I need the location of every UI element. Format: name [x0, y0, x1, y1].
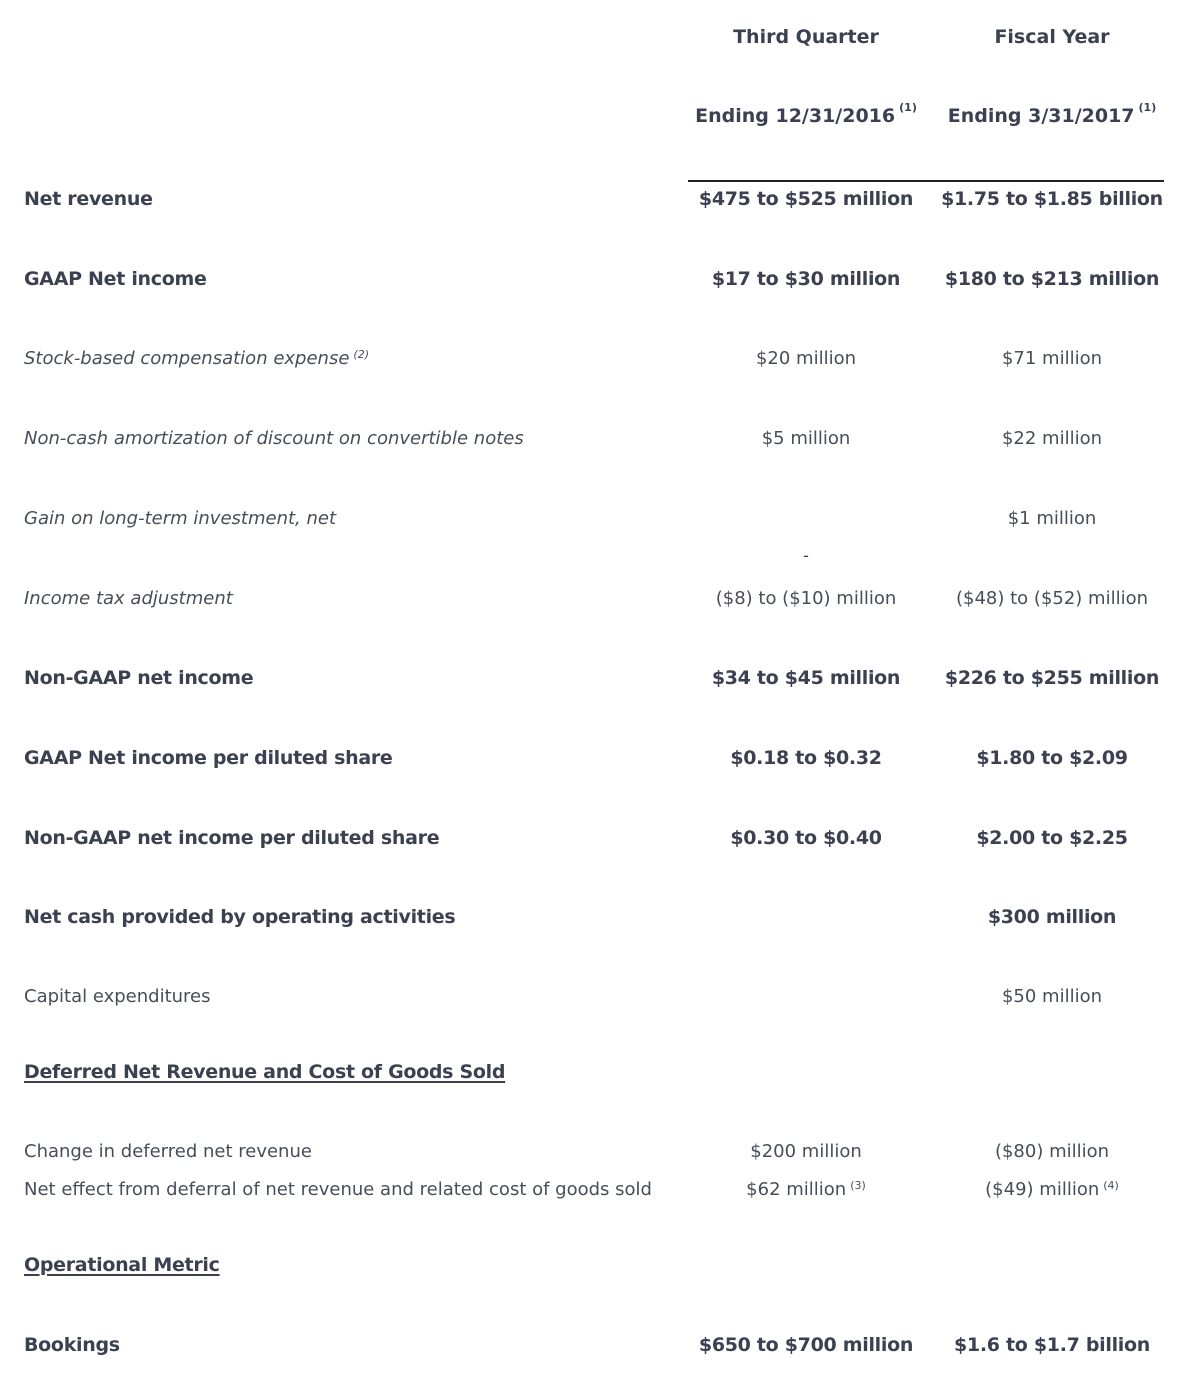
q3-value: $650 to $700 million: [698, 1334, 914, 1356]
table-row-capex: [0, 982, 1200, 1012]
table-row-non-gaap-net-income: [0, 663, 1200, 693]
q3-value: $0.18 to $0.32: [730, 747, 882, 769]
fy-value: $1.75 to $1.85 billion: [941, 188, 1163, 210]
fy-value: [938, 1175, 1166, 1205]
q3-value: ($8) to ($10) million: [715, 588, 897, 609]
footnote-ref: (1): [1138, 101, 1157, 114]
table-row-change-deferred-revenue: [0, 1137, 1200, 1167]
table-row-operating-cash: [0, 902, 1200, 932]
q3-value: $200 million: [750, 1141, 862, 1162]
row-label: Income tax adjustment: [24, 588, 233, 609]
fy-value: $1.80 to $2.09: [976, 747, 1128, 769]
q3-period-text: Ending 12/31/2016: [695, 105, 896, 127]
q3-value: $34 to $45 million: [711, 667, 901, 689]
section-heading: Deferred Net Revenue and Cost of Goods Sold: [24, 1061, 506, 1083]
row-label: Gain on long-term investment, net: [24, 508, 337, 529]
table-row-bookings: [0, 1330, 1200, 1360]
fy-value: $2.00 to $2.25: [976, 827, 1128, 849]
footnote-ref: (3): [850, 1179, 866, 1192]
row-label: GAAP Net income per diluted share: [24, 747, 393, 769]
q3-value-dash: -: [803, 546, 809, 565]
fy-value: $1 million: [1007, 508, 1097, 529]
q3-value: $5 million: [761, 428, 851, 449]
row-label: Capital expenditures: [24, 986, 211, 1007]
col-header-fiscal-year: Fiscal Year: [994, 26, 1110, 48]
fy-value: ($48) to ($52) million: [956, 588, 1148, 609]
table-row-stock-comp: [0, 344, 1200, 374]
row-label: Change in deferred net revenue: [24, 1141, 312, 1162]
row-label: GAAP Net income: [24, 268, 207, 290]
fy-value: $180 to $213 million: [944, 268, 1160, 290]
section-heading-operational: [0, 1250, 1200, 1280]
section-heading-deferred: [0, 1057, 1200, 1087]
fy-value: $1.6 to $1.7 billion: [954, 1334, 1150, 1356]
table-row-gaap-eps: [0, 743, 1200, 773]
header-divider: [688, 180, 1164, 182]
table-row-gaap-net-income: [0, 264, 1200, 294]
table-row-income-tax-adjustment: [0, 584, 1200, 614]
col-subheader-q3-period: [688, 101, 924, 127]
footnote-ref: (4): [1103, 1179, 1119, 1192]
q3-value: [688, 1175, 924, 1205]
table-row-non-gaap-eps: [0, 823, 1200, 853]
table-row-noncash-amortization: [0, 424, 1200, 454]
section-heading: Operational Metric: [24, 1254, 220, 1276]
fy-value: $300 million: [987, 906, 1117, 928]
row-label: [24, 344, 369, 374]
footnote-ref: (1): [899, 101, 917, 114]
fy-value-text: ($49) million: [985, 1179, 1100, 1200]
row-label: Net cash provided by operating activities: [24, 906, 456, 928]
footnote-ref: (2): [353, 348, 370, 361]
q3-value: $0.30 to $0.40: [730, 827, 882, 849]
fy-value: $22 million: [1001, 428, 1103, 449]
fy-value: ($80) million: [994, 1141, 1110, 1162]
table-row-net-effect-deferral: [0, 1175, 1200, 1205]
col-subheader-fy-period: [938, 101, 1166, 127]
table-row-gain-investment: [0, 504, 1200, 534]
row-label: Non-cash amortization of discount on convertible notes: [24, 428, 524, 449]
table-row-net-revenue: [0, 184, 1200, 214]
row-label: Bookings: [24, 1334, 120, 1356]
row-label-text: Stock-based compensation expense: [24, 348, 350, 369]
row-label: Non-GAAP net income: [24, 667, 254, 689]
q3-value-text: $62 million: [746, 1179, 847, 1200]
row-label: Net effect from deferral of net revenue and related cost of goods sold: [24, 1179, 652, 1200]
q3-value: $475 to $525 million: [698, 188, 914, 210]
row-label: Net revenue: [24, 188, 153, 210]
fy-period-text: Ending 3/31/2017: [947, 105, 1135, 127]
fy-value: $71 million: [1001, 348, 1103, 369]
q3-value: $20 million: [755, 348, 857, 369]
fy-value: $226 to $255 million: [944, 667, 1160, 689]
q3-value: $17 to $30 million: [711, 268, 901, 290]
row-label: Non-GAAP net income per diluted share: [24, 827, 440, 849]
col-header-third-quarter: Third Quarter: [733, 26, 879, 48]
fy-value: $50 million: [1001, 986, 1103, 1007]
